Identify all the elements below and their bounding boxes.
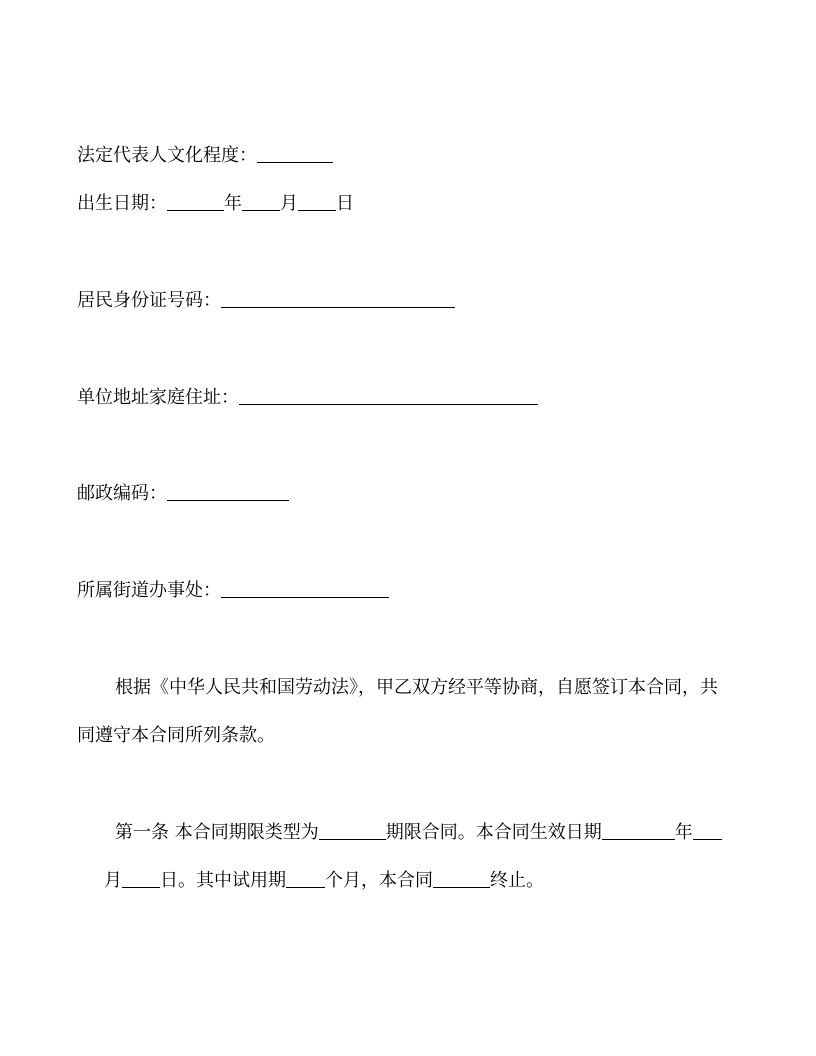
article1-year: 年 bbox=[674, 822, 693, 843]
education-field-row bbox=[77, 144, 333, 168]
article1-line-2 bbox=[104, 869, 544, 893]
article1-mid1: 期限合同。本合同生效日期 bbox=[385, 822, 602, 843]
contract-type-blank[interactable] bbox=[319, 821, 386, 840]
id-number-blank[interactable] bbox=[221, 289, 455, 308]
effective-day-blank[interactable] bbox=[122, 869, 160, 888]
birth-day-blank[interactable] bbox=[298, 192, 336, 211]
effective-year-blank[interactable] bbox=[602, 821, 675, 840]
id-number-field-row bbox=[77, 289, 455, 313]
education-blank[interactable] bbox=[257, 144, 333, 163]
address-blank[interactable] bbox=[239, 386, 538, 405]
termination-blank[interactable] bbox=[433, 869, 490, 888]
birth-date-field-row bbox=[77, 192, 354, 216]
effective-month-blank[interactable] bbox=[693, 821, 722, 840]
subdistrict-blank[interactable] bbox=[221, 579, 389, 598]
article1-month: 月 bbox=[104, 870, 122, 891]
probation-months-blank[interactable] bbox=[286, 869, 325, 888]
education-label: 法定代表人文化程度： bbox=[77, 145, 257, 166]
article1-prefix: 第一条 本合同期限类型为 bbox=[115, 822, 319, 843]
year-label: 年 bbox=[224, 193, 242, 214]
subdistrict-field-row bbox=[77, 579, 389, 603]
preamble-text-1: 根据《中华人民共和国劳动法》，甲乙双方经平等协商，自愿签订本合同，共 bbox=[115, 677, 718, 698]
birth-year-blank[interactable] bbox=[167, 192, 224, 211]
preamble-line-2 bbox=[77, 724, 275, 748]
preamble-line-1 bbox=[115, 676, 718, 700]
id-number-label: 居民身份证号码： bbox=[77, 290, 221, 311]
postal-code-label: 邮政编码： bbox=[77, 483, 167, 504]
article1-line-1 bbox=[115, 821, 722, 845]
preamble-text-2: 同遵守本合同所列条款。 bbox=[77, 725, 275, 746]
birth-month-blank[interactable] bbox=[242, 192, 280, 211]
article1-mid2: 日。其中试用期 bbox=[160, 870, 286, 891]
address-field-row bbox=[77, 386, 538, 410]
postal-code-field-row bbox=[77, 482, 289, 506]
postal-code-blank[interactable] bbox=[167, 482, 289, 501]
subdistrict-label: 所属街道办事处： bbox=[77, 580, 221, 601]
day-label: 日 bbox=[336, 193, 354, 214]
month-label: 月 bbox=[280, 193, 298, 214]
article1-mid3: 个月，本合同 bbox=[325, 870, 433, 891]
birth-date-label: 出生日期： bbox=[77, 193, 167, 214]
article1-end: 终止。 bbox=[490, 870, 544, 891]
address-label: 单位地址家庭住址： bbox=[77, 387, 239, 408]
